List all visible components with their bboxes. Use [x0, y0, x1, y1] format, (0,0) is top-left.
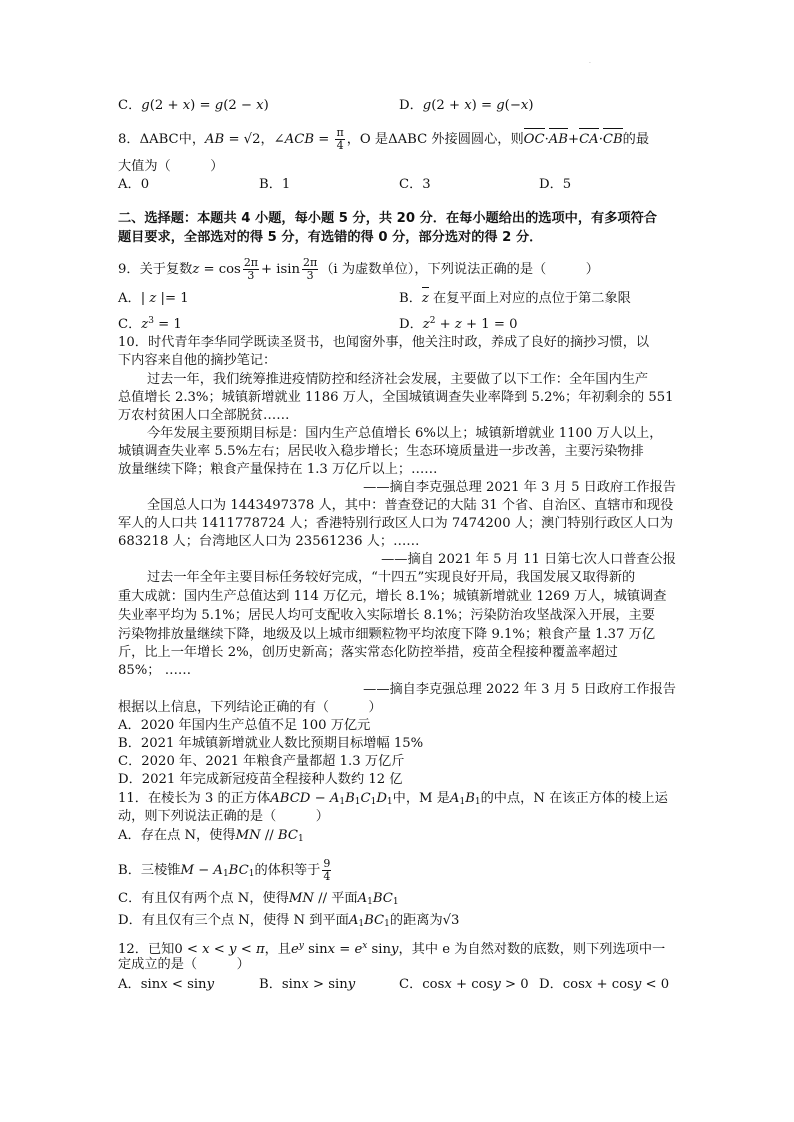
q10-p4-line5: 斤，比上一年增长 2%，创历史新高；落实常态化防控举措，疫苗全程接种覆盖率超过	[118, 645, 618, 660]
q10-p1-line1: 过去一年，我们统筹推进疫情防控和经济社会发展，主要做了以下工作：全年国内生产	[147, 372, 649, 387]
q10-source-1: ——摘自李克强总理 2021 年 3 月 5 日政府工作报告	[363, 480, 676, 495]
q7-option-c: C．g(2 + x) = g(2 − x)	[118, 98, 269, 113]
q7-option-d: D．g(2 + x) = g(−x)	[399, 98, 534, 113]
q10-question: 根据以上信息，下列结论正确的有（ ）	[118, 700, 382, 715]
corner-mark: ·	[589, 60, 591, 67]
q10-option-a: A．2020 年国内生产总值不足 100 万亿元	[118, 718, 371, 733]
q9-option-d: D．$z^2 + z + 1 = 0$	[399, 316, 518, 332]
q10-option-b: B．2021 年城镇新增就业人数比预期目标增幅 15%	[118, 736, 424, 751]
q9-stem: 9．关于复数z = cos $\frac{2\pi}{3}$ + isin $\frac{2\pi}{3}$ （i 为虚数单位），下列说法正确的是（ ）	[118, 256, 599, 282]
q10-p4-line6: 85%； ……	[118, 663, 192, 678]
section-2-heading-line1: 二、选择题：本题共 4 小题，每小题 5 分，共 20 分．在每小题给出的选项中，有多项符合	[118, 211, 657, 226]
q10-p3-line2: 军人的人口共 1411778724 人；香港特别行政区人口为 7474200 人；澳门特别行政区人口为	[118, 516, 674, 531]
q12-stem-line2: 定成立的是（ ）	[118, 957, 250, 972]
q8-option-c: C．3	[399, 177, 431, 192]
q10-p3-line3: 683218 人；台湾地区人口为 23561236 人；……	[118, 534, 420, 549]
q11-option-a: A．存在点 N，使得MN // $BC_1$	[118, 828, 304, 844]
q8-option-b: B．1	[259, 177, 291, 192]
q10-p2-line3: 放量继续下降；粮食产量保持在 1.3 万亿斤以上；……	[118, 462, 438, 477]
q10-source-3: ——摘自李克强总理 2022 年 3 月 5 日政府工作报告	[363, 682, 676, 697]
q12-option-d: D．cosx + cosy < 0	[539, 977, 670, 992]
q9-option-c: C．$z^3 = 1$	[118, 316, 182, 332]
q10-p4-line4: 污染物排放量继续下降，地级及以上城市细颗粒物平均浓度下降 9.1%；粮食产量 1.37 万亿	[118, 627, 656, 642]
q8-stem: 8．ΔABC中，AB = √2，∠ACB = $\frac{\pi}{4}$ ，O 是ΔABC 外接圆圆心，则OC·AB+CA·CB的最	[118, 126, 650, 152]
q10-p3-line1: 全国总人口为 1443497378 人，其中：普查登记的大陆 31 个省、自治区、直辖市和现役	[147, 498, 674, 513]
q11-option-d: D．有且仅有三个点 N，使得 N 到平面$A_1BC_1$的距离为√3	[118, 913, 460, 929]
q10-source-2: ——摘自 2021 年 5 月 11 日第七次人口普查公报	[381, 552, 676, 567]
q8-stem-line2: 大值为（ ）	[118, 159, 224, 174]
q12-option-c: C．cosx + cosy > 0	[399, 977, 529, 992]
q10-intro-line2: 下内容来自他的摘抄笔记：	[118, 353, 277, 368]
q10-p1-line2: 总值增长 2.3%；城镇新增就业 1186 万人，全国城镇调查失业率降到 5.2%；年初剩余的 551	[118, 390, 674, 405]
q11-stem-line2: 动，则下列说法正确的是（ ）	[118, 809, 329, 824]
q9-option-a: A．| z |= 1	[118, 291, 189, 306]
pi-over-4: $\frac{\pi}{4}$	[336, 126, 344, 152]
q10-p4-line1: 过去一年全年主要目标任务较好完成，“十四五”实现良好开局，我国发展又取得新的	[147, 570, 636, 585]
q10-intro-line1: 10．时代青年李华同学既读圣贤书，也闻窗外事，他关注时政，养成了良好的摘抄习惯，以	[118, 335, 650, 350]
q10-p1-line3: 万农村贫困人口全部脱贫……	[118, 408, 290, 423]
q11-option-b: B．三棱锥$M - A_1BC_1$的体积等于 $\frac{9}{4}$	[118, 857, 331, 883]
q10-p4-line2: 重大成就：国内生产总值达到 114 万亿元，增长 8.1%；城镇新增就业 1269 万人，城镇调查	[118, 589, 667, 604]
q9-option-b: B．z 在复平面上对应的点位于第二象限	[399, 291, 631, 306]
q12-stem-line1: 12．已知0 < x < y < π，且$e^y$ $\sin x = e^x$ siny，其中 e 为自然对数的底数，则下列选项中一	[118, 941, 666, 957]
q11-stem-line1: 11．在棱长为 3 的正方体ABCD − $A_1B_1C_1D_1$中，M 是$A_1B_1$的中点，N 在该正方体的棱上运	[118, 791, 668, 807]
q10-p2-line2: 城镇调查失业率 5.5%左右；居民收入稳步增长；生态环境质量进一步改善，主要污染物排	[118, 444, 644, 459]
q12-option-b: B．sinx > siny	[259, 977, 356, 992]
q10-p2-line1: 今年发展主要预期目标是：国内生产总值增长 6%以上；城镇新增就业 1100 万人以上，	[147, 426, 663, 441]
q11-option-c: C．有且仅有两个点 N，使得MN // 平面$A_1BC_1$	[118, 891, 399, 907]
q8-option-a: A．0	[118, 177, 150, 192]
section-2-heading-line2: 题目要求，全部选对的得 5 分，有选错的得 0 分，部分选对的得 2 分．	[118, 230, 543, 245]
q10-p4-line3: 失业率平均为 5.1%；居民人均可支配收入实际增长 8.1%；污染防治攻坚战深入开展，主要	[118, 608, 655, 623]
q8-option-d: D．5	[539, 177, 572, 192]
q12-option-a: A．sinx < siny	[118, 977, 215, 992]
q10-option-d: D．2021 年完成新冠疫苗全程接种人数约 12 亿	[118, 772, 403, 787]
q10-option-c: C．2020 年、2021 年粮食产量都超 1.3 万亿斤	[118, 754, 405, 769]
